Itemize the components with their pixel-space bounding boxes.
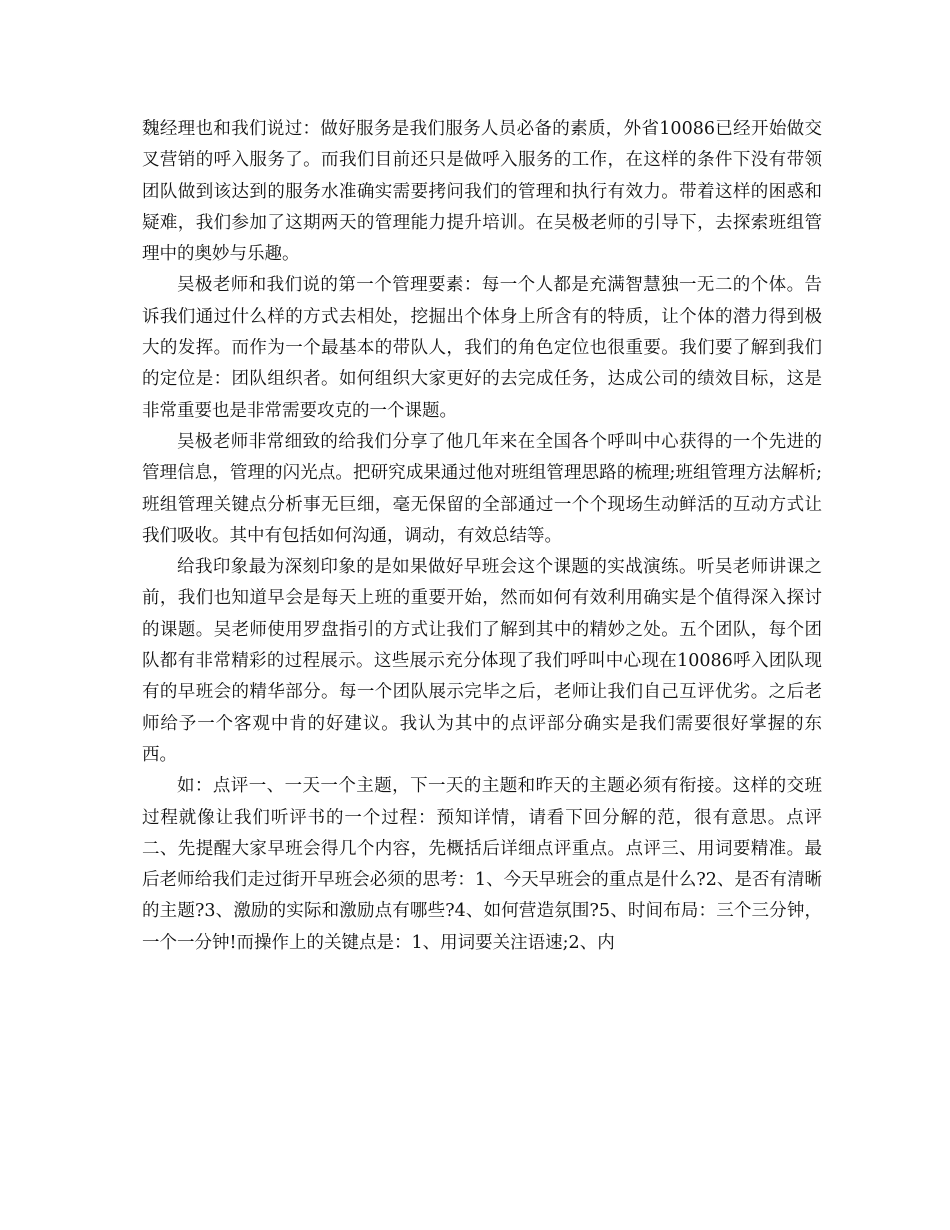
paragraph-3: 吴极老师非常细致的给我们分享了他几年来在全国各个呼叫中心获得的一个先进的管理信息，管理的闪光点。把研究成果通过他对班组管理思路的梳理;班组管理方法解析;班组管理关键点分析事无巨细，毫无保留的全部通过一个个现场生动鲜活的互动方式让我们吸收。其中有包括如何沟通，调动，有效总结等。 — [142, 431, 822, 546]
paragraph-1: 魏经理也和我们说过：做好服务是我们服务人员必备的素质，外省10086已经开始做交叉营销的呼入服务了。而我们目前还只是做呼入服务的工作，在这样的条件下没有带领团队做到该达到的服务水准确实需要拷问我们的管理和执行有效力。带着这样的困惑和疑难，我们参加了这期两天的管理能力提升培训。在吴极老师的引导下，去探索班组管理中的奥妙与乐趣。 — [142, 119, 822, 265]
document-body — [142, 114, 822, 959]
paragraph-5: 如：点评一、一天一个主题，下一天的主题和昨天的主题必须有衔接。这样的交班过程就像让我们听评书的一个过程：预知详情，请看下回分解的范，很有意思。点评二、先提醒大家早班会得几个内容，先概括后详细点评重点。点评三、用词要精准。最后老师给我们走过街开早班会必须的思考：1、今天早班会的重点是什么?2、是否有清晰的主题?3、激励的实际和激励点有哪些?4、如何营造氛围?5、时间布局：三个三分钟，一个一分钟!而操作上的关键点是：1、用词要关注语速;2、内 — [142, 776, 822, 953]
paragraph-2: 吴极老师和我们说的第一个管理要素：每一个人都是充满智慧独一无二的个体。告诉我们通过什么样的方式去相处，挖掘出个体身上所含有的特质，让个体的潜力得到极大的发挥。而作为一个最基本的带队人，我们的角色定位也很重要。我们要了解到我们的定位是：团队组织者。如何组织大家更好的去完成任务，达成公司的绩效目标，这是非常重要也是非常需要攻克的一个课题。 — [142, 275, 822, 421]
paragraph-4: 给我印象最为深刻印象的是如果做好早班会这个课题的实战演练。听吴老师讲课之前，我们也知道早会是每天上班的重要开始，然而如何有效利用确实是个值得深入探讨的课题。吴老师使用罗盘指引的方式让我们了解到其中的精妙之处。五个团队，每个团队都有非常精彩的过程展示。这些展示充分体现了我们呼叫中心现在10086呼入团队现有的早班会的精华部分。每一个团队展示完毕之后，老师让我们自己互评优劣。之后老师给予一个客观中肯的好建议。我认为其中的点评部分确实是我们需要很好掌握的东西。 — [142, 557, 822, 765]
